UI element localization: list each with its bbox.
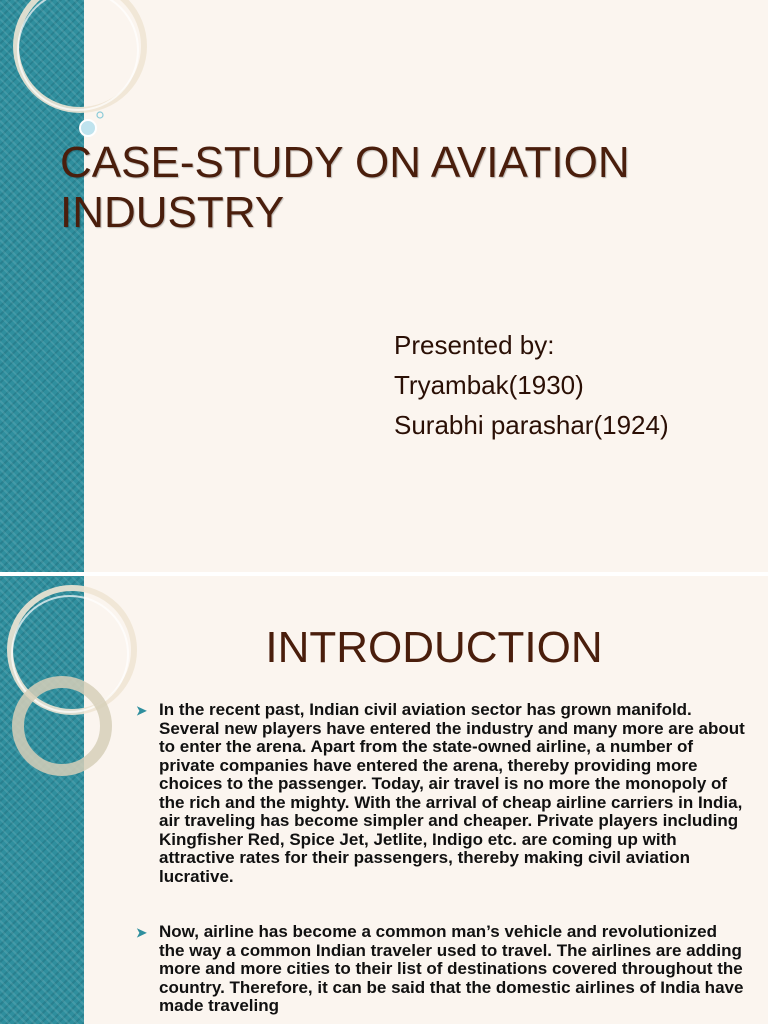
presenter-list — [394, 325, 669, 445]
slide-title: CASE-STUDY ON AVIATION INDUSTRY — [60, 138, 630, 237]
presenter-line: Surabhi parashar(1924) — [394, 410, 669, 440]
bullet-text: In the recent past, Indian civil aviation sector has grown manifold. Several new players have entered the industry and many more are about to enter the arena. Apart from the state-owned airline, a number of private companies have entered the arena, thereby providing more choices to the passenger. Today, air travel is no more the monopoly of the rich and the mighty. With the arrival of cheap airline carriers in India, air traveling has become simpler and cheaper. Private players including Kingfisher Red, Spice Jet, Jetlite, Indigo etc. are coming up with attractive rates for their passengers, thereby making civil aviation lucrative. — [159, 700, 745, 886]
list-item — [136, 923, 746, 1016]
presenter-line: Presented by: — [394, 330, 555, 360]
arrow-bullet-icon: ➤ — [136, 925, 147, 940]
section-heading: INTRODUCTION — [265, 623, 603, 672]
bubble-icon — [80, 120, 96, 136]
introduction-slide — [0, 576, 768, 1024]
bullet-list — [136, 701, 746, 1024]
presenter-line: Tryambak(1930) — [394, 370, 584, 400]
list-item — [136, 701, 746, 886]
bullet-text: Now, airline has become a common man’s vehicle and revolutionized the way a common Indian traveler used to travel. The airlines are adding more and more cities to their list of destinations covered throughout the country. Therefore, it can be said that the domestic airlines of India have made traveling — [159, 922, 744, 1015]
arrow-bullet-icon: ➤ — [136, 703, 147, 718]
